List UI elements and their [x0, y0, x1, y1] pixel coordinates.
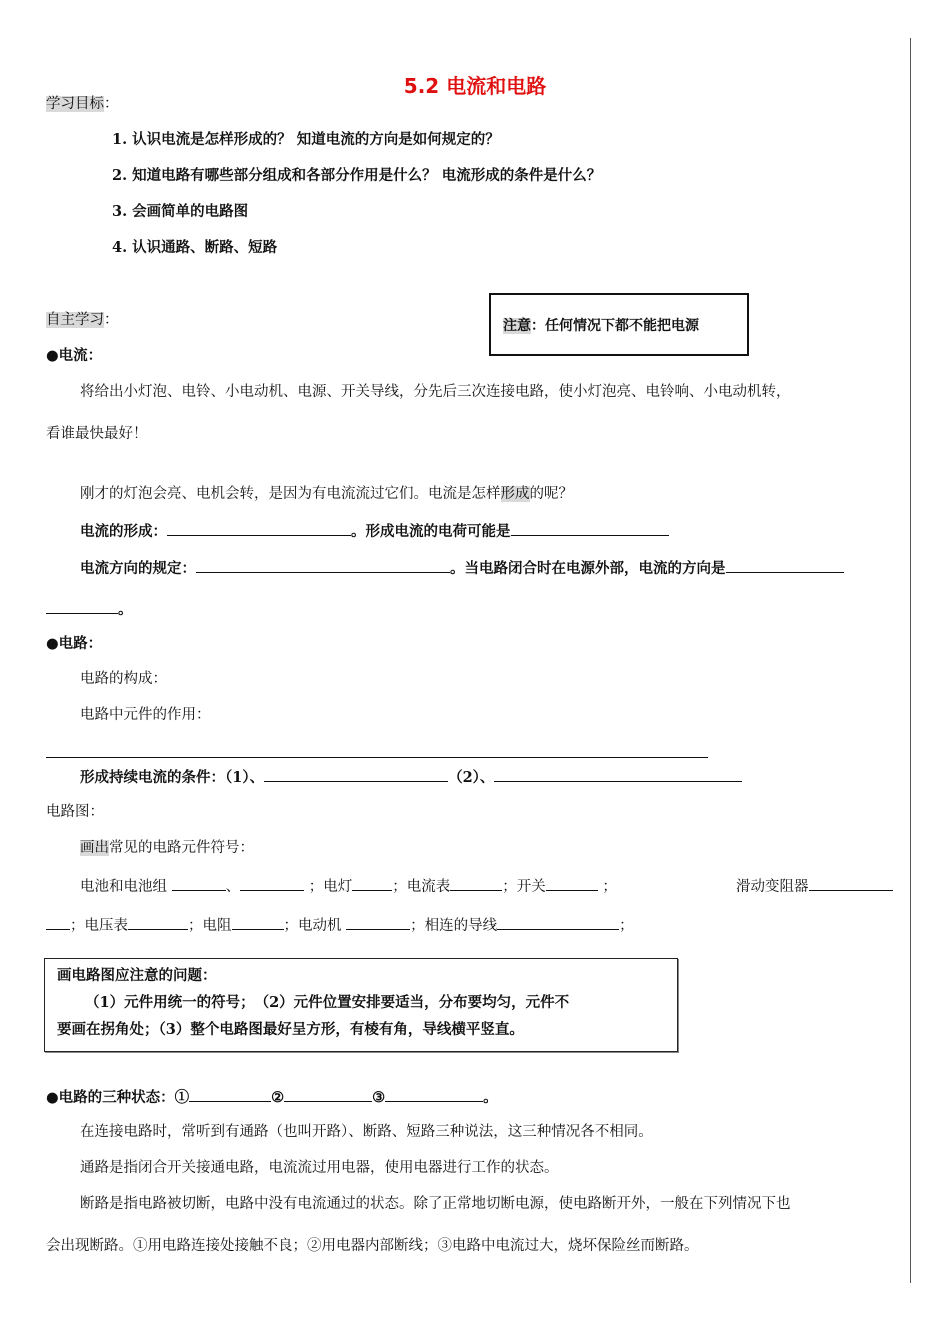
state-2-label: ②	[271, 1089, 285, 1106]
current-direction-blank[interactable]	[196, 557, 450, 573]
circuit-diagram-label: 电路图：	[46, 804, 104, 820]
circuit-states-line	[46, 1086, 498, 1108]
circuit-components-role: 电路中元件的作用：	[80, 707, 211, 723]
current-formation-line	[80, 520, 669, 542]
draw-rest: 常见的电路元件符号：	[109, 840, 254, 856]
state-3-label: ③	[372, 1089, 386, 1106]
sym-battery-pack-blank[interactable]	[240, 875, 304, 891]
sym-switch-blank[interactable]	[546, 875, 598, 891]
sym-lamp-blank[interactable]	[352, 875, 392, 891]
sym-voltmeter-blank[interactable]	[128, 914, 188, 930]
sym-switch: ；开关	[502, 879, 546, 895]
current-para1-line1: 将给出小灯泡、电铃、小电动机、电源、开关导线，分先后三次连接电路，使小灯泡亮、电铃响、小电动机转，	[80, 384, 791, 400]
sym-ammeter: ；电流表	[392, 879, 451, 895]
sym-resistor-blank[interactable]	[232, 914, 284, 930]
states-para-1: 在连接电路时，常听到有通路（也叫开路）、断路、短路三种说法，这三种情况各不相同。	[80, 1124, 653, 1140]
sym-wire: ；相连的导线	[410, 918, 498, 934]
page-margin-rule	[910, 38, 911, 1283]
objectives-heading-text: 学习目标	[46, 96, 104, 112]
objectives-heading	[46, 94, 119, 114]
current-charge-blank[interactable]	[511, 520, 669, 536]
current-formation-label: 电流的形成：	[80, 523, 167, 540]
sym-wire-blank[interactable]	[497, 914, 619, 930]
self-study-heading	[46, 310, 119, 330]
current-direction-line2	[46, 598, 133, 620]
current-formation-mid: 。形成电流的电荷可能是	[351, 523, 511, 540]
draw-highlight: 画出	[80, 840, 109, 856]
current-direction-mid: 。当电路闭合时在电源外部，电流的方向是	[450, 560, 726, 577]
self-study-suffix: ：	[104, 312, 119, 328]
objective-item-4: 4. 认识通路、断路、短路	[112, 239, 278, 256]
sym-sep: 、	[225, 879, 241, 895]
sym-voltmeter: ；电压表	[70, 918, 128, 934]
current-direction-line	[80, 557, 844, 579]
tips-line-1: （1）元件用统一的符号； （2）元件位置安排要适当，分布要均匀，元件不	[85, 994, 570, 1011]
sym-semi: ；	[602, 879, 617, 895]
symbols-line-2	[46, 914, 634, 936]
note-box	[489, 293, 749, 356]
current-formation-blank[interactable]	[167, 520, 351, 536]
note-body: ：任何情况下都不能把电源	[531, 318, 699, 334]
answer-line[interactable]	[46, 757, 708, 758]
states-para-2: 通路是指闭合开关接通电路，电流流过用电器，使用电器进行工作的状态。	[80, 1160, 559, 1176]
sym-lamp: ；电灯	[308, 879, 353, 895]
tips-line-2: 要画在拐角处；（3）整个电路图最好呈方形，有棱有角，导线横平竖直。	[57, 1021, 524, 1038]
sym-rheostat-blank-1[interactable]	[809, 875, 893, 891]
objective-item-2: 2. 知道电路有哪些部分组成和各部分作用是什么？ 电流形成的条件是什么？	[112, 167, 602, 184]
circuit-composition: 电路的构成：	[80, 671, 167, 687]
sym-resistor: ；电阻	[188, 918, 232, 934]
symbols-rheostat	[736, 875, 893, 897]
sym-rheostat-blank-2[interactable]	[46, 914, 70, 930]
condition-label: 形成持续电流的条件：（1）、	[80, 769, 265, 786]
sym-ammeter-blank[interactable]	[450, 875, 502, 891]
state-1-blank[interactable]	[189, 1086, 271, 1102]
symbols-line-1	[80, 875, 617, 897]
current-para2-b: 的呢？	[529, 486, 573, 502]
objective-item-3: 3. 会画简单的电路图	[112, 203, 249, 220]
objective-item-1: 1. 认识电流是怎样形成的？ 知道电流的方向是如何规定的？	[112, 131, 500, 148]
states-end: 。	[483, 1089, 498, 1106]
page-title: 5.2 电流和电路	[403, 74, 547, 98]
note-text	[503, 315, 699, 335]
current-para2	[80, 484, 573, 504]
condition-2-label: （2）、	[448, 769, 495, 786]
state-3-blank[interactable]	[385, 1086, 483, 1102]
current-para1-line2: 看谁最快最好！	[46, 426, 148, 442]
tips-title: 画电路图应注意的问题：	[57, 967, 217, 984]
states-para-3-line2: 会出现断路。①用电路连接处接触不良；②用电器内部断线；③电路中电流过大，烧坏保险丝而断路。	[46, 1238, 699, 1254]
note-label: 注意	[503, 318, 531, 334]
states-heading: ●电路的三种状态：①	[46, 1089, 190, 1106]
condition-1-blank[interactable]	[264, 766, 448, 782]
self-study-heading-text: 自主学习	[46, 312, 104, 328]
sym-end: ；	[619, 918, 634, 934]
circuit-heading: ●电路：	[46, 635, 103, 652]
sym-rheostat: 滑动变阻器	[736, 879, 809, 895]
drawing-tips-box	[44, 958, 678, 1052]
current-para2-a: 刚才的灯泡会亮、电机会转，是因为有电流流过它们。电流是怎样	[80, 486, 501, 502]
condition-2-blank[interactable]	[494, 766, 742, 782]
state-2-blank[interactable]	[284, 1086, 372, 1102]
sym-motor-blank[interactable]	[346, 914, 410, 930]
sym-battery: 电池和电池组	[80, 879, 167, 895]
objectives-heading-suffix: ：	[104, 96, 119, 112]
states-para-3-line1: 断路是指电路被切断，电路中没有电流通过的状态。除了正常地切断电源，使电路断开外，一般在下列情况下也	[80, 1196, 791, 1212]
current-direction-answer-blank-1[interactable]	[726, 557, 844, 573]
circuit-condition-line	[80, 766, 742, 788]
sym-motor: ；电动机	[283, 918, 342, 934]
current-para2-highlight: 形成	[500, 486, 530, 502]
current-heading: ●电流：	[46, 347, 103, 364]
draw-symbols-line	[80, 838, 254, 858]
current-direction-label: 电流方向的规定：	[80, 560, 196, 577]
current-direction-end: 。	[118, 601, 133, 618]
sym-battery-blank[interactable]	[172, 875, 226, 891]
current-direction-answer-blank-2[interactable]	[46, 598, 118, 614]
